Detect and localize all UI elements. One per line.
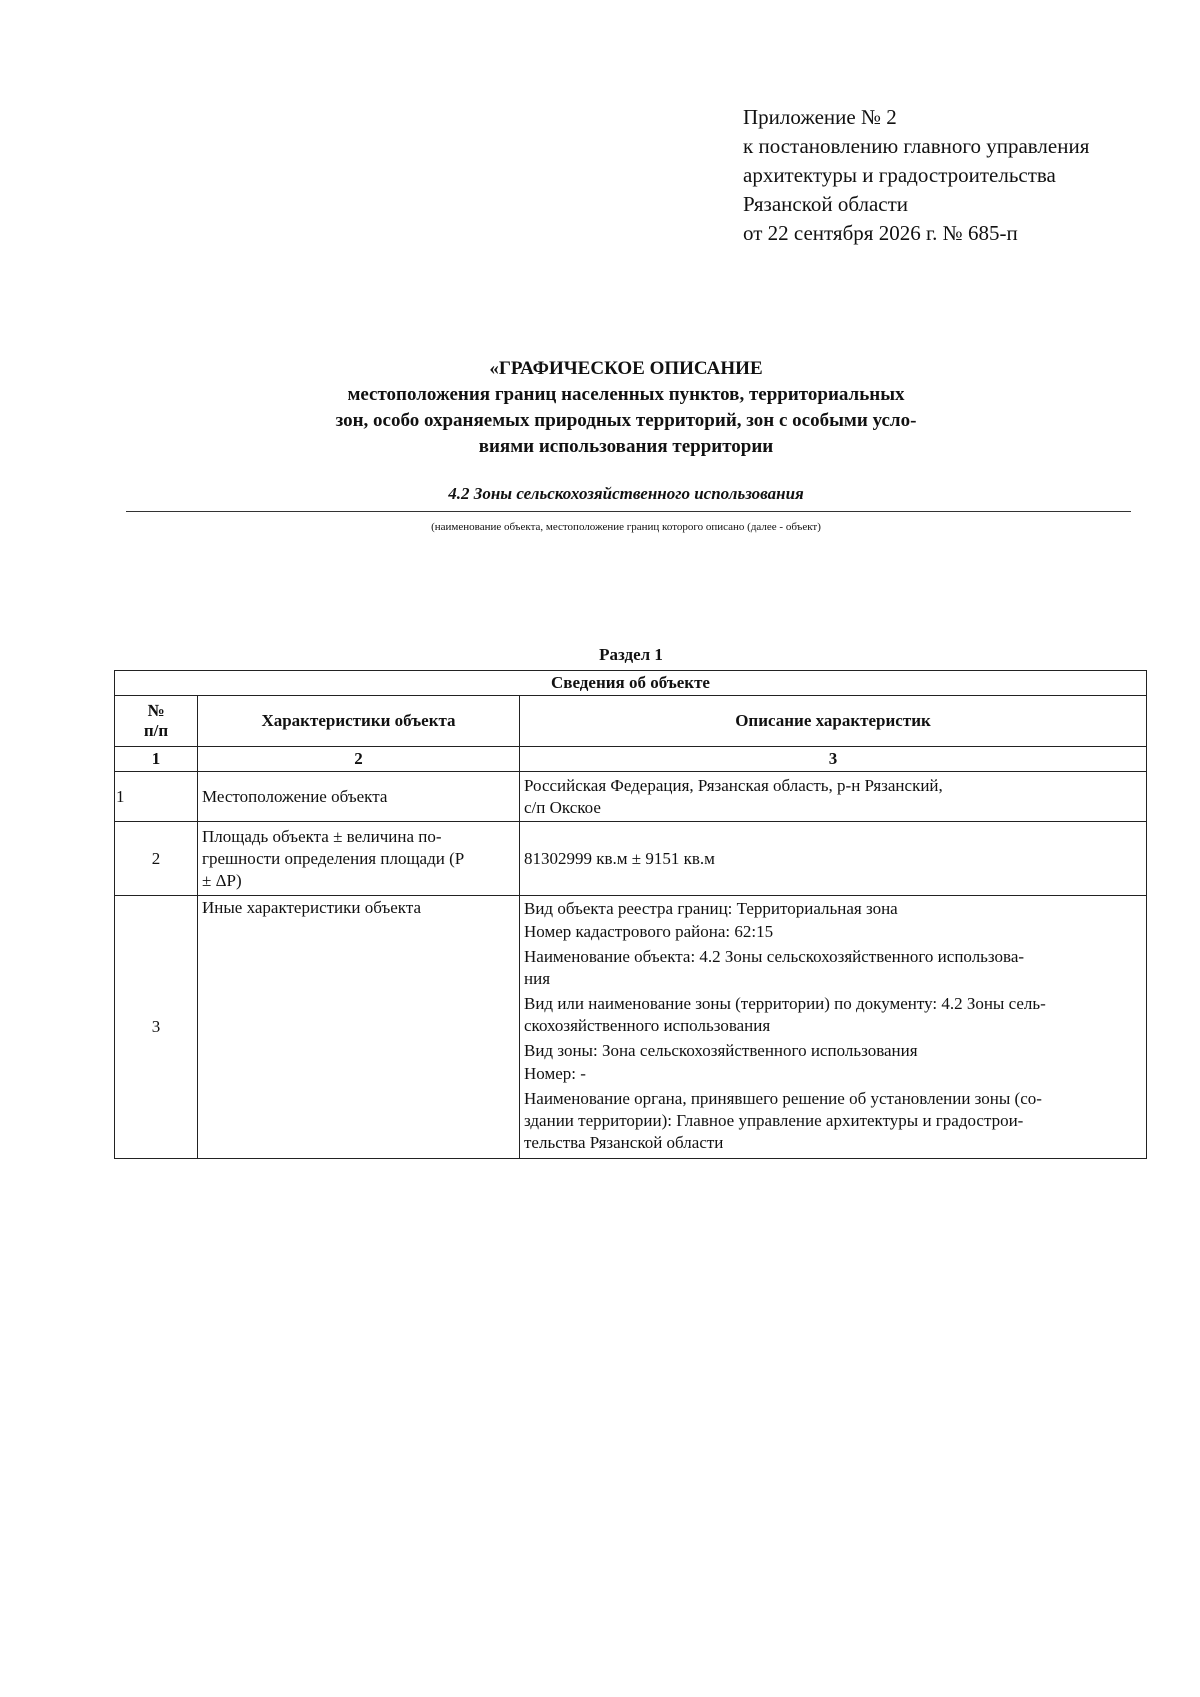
description-line: здании территории): Главное управление архитектуры и градострои-: [524, 1111, 1024, 1130]
description-line: Вид объекта реестра границ: Территориальная зона: [524, 899, 898, 918]
row-number: 3: [115, 896, 198, 1159]
row-characteristic: Иные характеристики объекта: [198, 896, 520, 1159]
document-title: [116, 356, 1136, 460]
header-number: № п/п: [115, 696, 198, 747]
object-name: 4.2 Зоны сельскохозяйственного использования: [448, 484, 804, 503]
annex-line: Рязанской области: [743, 192, 909, 216]
description-line: ния: [524, 969, 551, 988]
section-title: Раздел 1: [599, 645, 663, 664]
column-number: 3: [520, 747, 1147, 772]
row-characteristic: Площадь объекта ± величина по- грешности определения площади (Р ± ΔР): [198, 822, 520, 896]
table-row: [115, 822, 1147, 896]
description-line: 81302999 кв.м ± 9151 кв.м: [524, 848, 715, 868]
row-description: [520, 896, 1147, 1159]
header-number-row: [115, 747, 1147, 772]
object-name-note: (наименование объекта, местоположение границ которого описано (далее - объект): [431, 521, 821, 533]
column-number: 2: [198, 747, 520, 772]
description-line: Наименование объекта: 4.2 Зоны сельскохозяйственного использова-: [524, 947, 1025, 966]
table-row: [115, 896, 1147, 1159]
title-line: зон, особо охраняемых природных территорий, зон с особыми усло-: [335, 410, 917, 431]
description-line: Вид или наименование зоны (территории) по документу: 4.2 Зоны сель-: [524, 994, 1046, 1013]
description-line: с/п Окское: [524, 797, 601, 817]
description-line: Вид зоны: Зона сельскохозяйственного использования: [524, 1041, 918, 1060]
table-title-row: [115, 671, 1147, 696]
description-line: Номер кадастрового района: 62:15: [524, 922, 774, 941]
row-number: 2: [115, 822, 198, 896]
table-title: Сведения об объекте: [115, 671, 1147, 696]
description-line: Номер: -: [524, 1064, 586, 1083]
row-description: [520, 772, 1147, 822]
title-line: местоположения границ населенных пунктов, территориальных: [347, 384, 905, 405]
object-name-underline: [126, 511, 1131, 512]
object-info-table: [114, 670, 1147, 1159]
column-number: 1: [115, 747, 198, 772]
row-characteristic: Местоположение объекта: [198, 772, 520, 822]
description-line: Наименование органа, принявшего решение об установлении зоны (со-: [524, 1089, 1042, 1108]
annex-line: Приложение № 2: [743, 105, 897, 129]
annex-header: [743, 103, 1173, 248]
description-line: Российская Федерация, Рязанская область, р-н Рязанский,: [524, 775, 943, 795]
table-row: [115, 772, 1147, 822]
row-number: 1: [115, 772, 198, 822]
description-line: скохозяйственного использования: [524, 1016, 771, 1035]
title-line: «ГРАФИЧЕСКОЕ ОПИСАНИЕ: [489, 358, 763, 379]
annex-line: архитектуры и градостроительства: [743, 163, 1056, 187]
title-line: виями использования территории: [478, 436, 774, 457]
header-characteristic: Характеристики объекта: [198, 696, 520, 747]
row-description: [520, 822, 1147, 896]
table-header-row: [115, 696, 1147, 747]
header-description: Описание характеристик: [520, 696, 1147, 747]
annex-line: от 22 сентября 2026 г. № 685-п: [743, 221, 1018, 245]
description-line: тельства Рязанской области: [524, 1133, 724, 1152]
annex-line: к постановлению главного управления: [743, 134, 1090, 158]
